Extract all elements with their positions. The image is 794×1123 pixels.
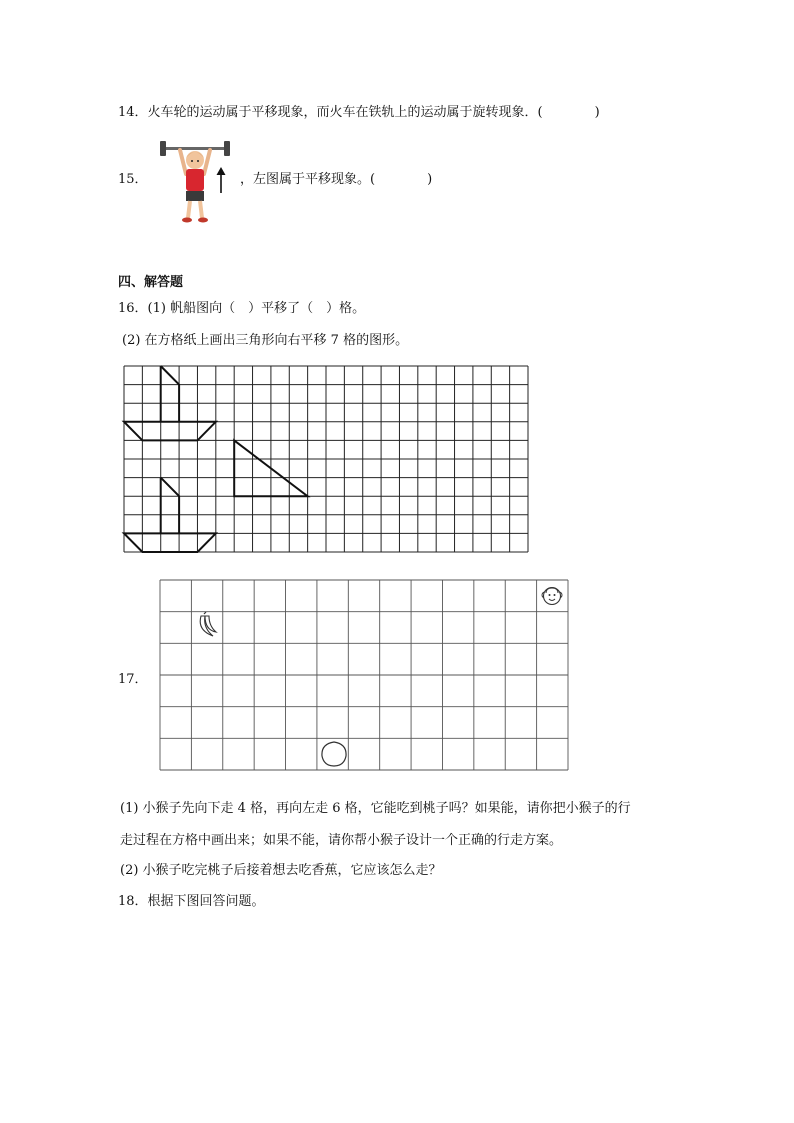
sailboat-upper: [161, 366, 179, 422]
grid-lines: [160, 580, 568, 770]
question-16-part-2: (2) 在方格纸上画出三角形向右平移 7 格的图形。: [122, 333, 409, 348]
banana-icon: [200, 612, 216, 636]
question-15-number: 15．: [118, 172, 148, 187]
question-14-number: 14．: [118, 105, 148, 120]
sailboat-grid: [124, 366, 528, 552]
peach-icon: [322, 742, 346, 766]
question-15-text: ，左图属于平移现象。( ): [240, 172, 433, 187]
question-17-number: 17．: [118, 672, 148, 687]
monkey-grid: [160, 580, 568, 770]
question-17-part-1-line-2: 走过程在方格中画出来；如果不能，请你帮小猴子设计一个正确的行走方案。: [120, 833, 563, 848]
question-14-text: 火车轮的运动属于平移现象，而火车在铁轨上的运动属于旋转现象．( ): [147, 105, 600, 120]
grid-lines: [124, 366, 528, 552]
question-17-part-1-line-1: (1) 小猴子先向下走 4 格，再向左走 6 格，它能吃到桃子吗？如果能，请你把小猴子的行: [120, 801, 631, 816]
question-16-part-1: 16．(1) 帆船图向（ ）平移了（ ）格。: [118, 301, 366, 316]
up-arrow-icon: [214, 166, 228, 194]
sailboat-lower: [161, 478, 179, 534]
question-17-part-2: (2) 小猴子吃完桃子后接着想去吃香蕉，它应该怎么走？: [120, 863, 442, 878]
monkey-icon: [542, 588, 562, 605]
section-title: 四、解答题: [118, 275, 184, 290]
question-14: [118, 104, 600, 122]
question-18: 18．根据下图回答问题。: [118, 894, 265, 909]
